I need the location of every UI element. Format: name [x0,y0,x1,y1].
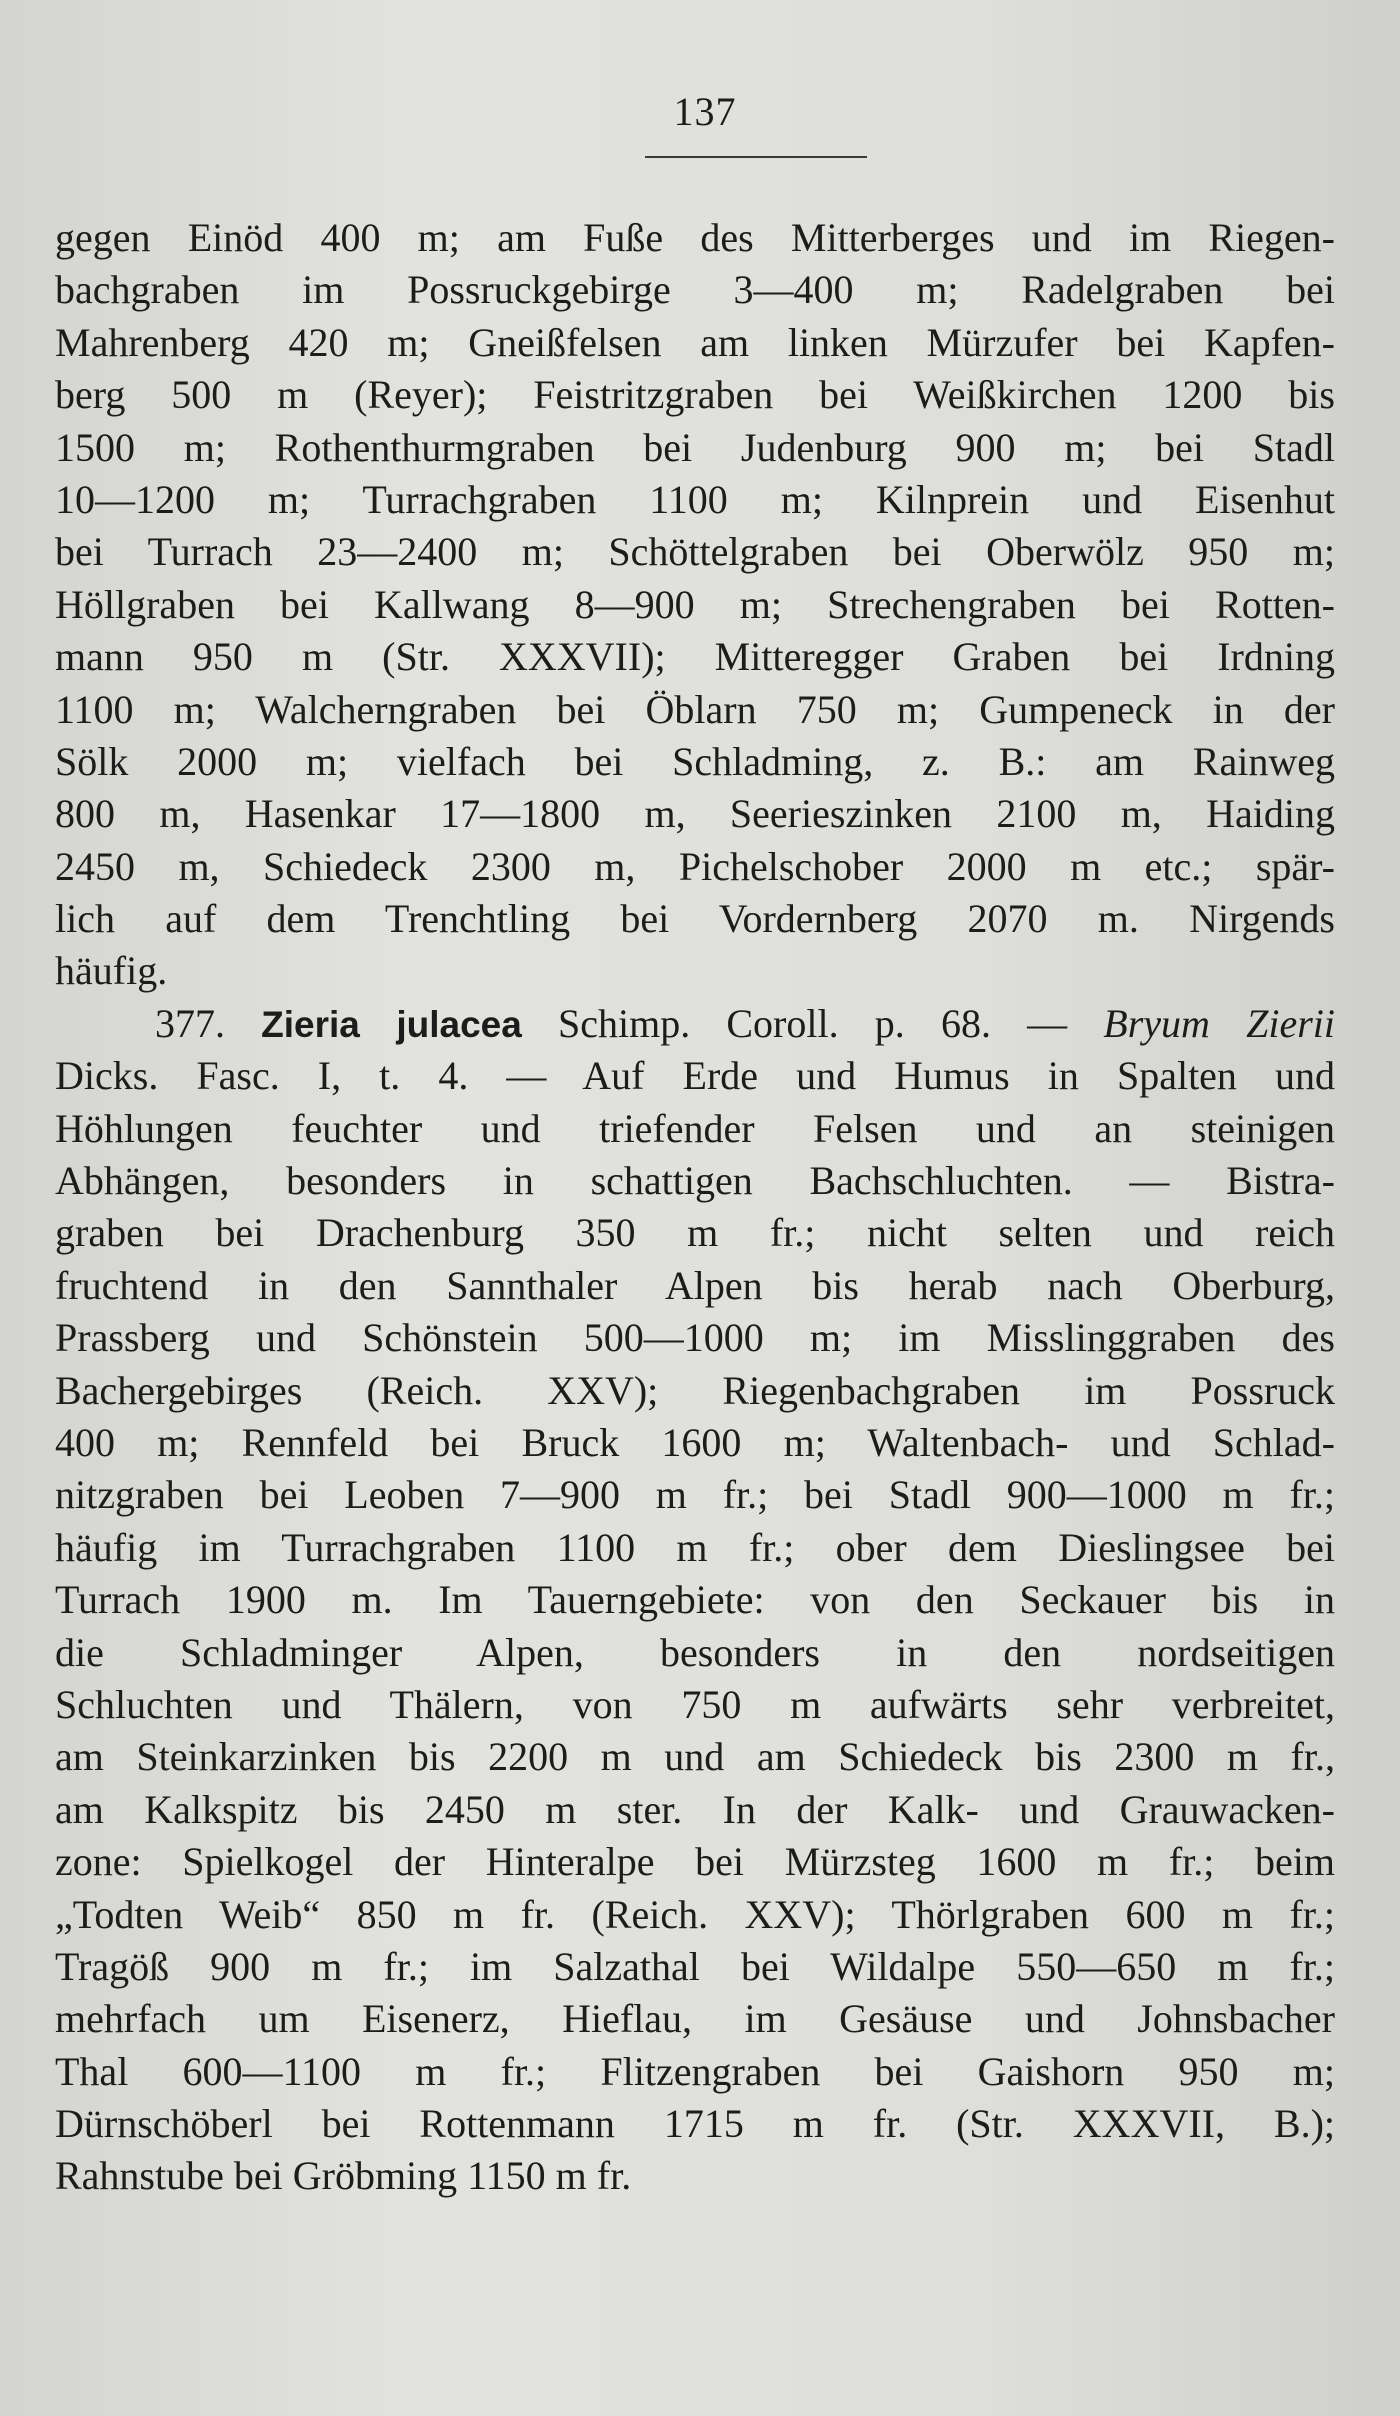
text-line: mann 950 m (Str. XXXVII); Mitteregger Graben bei Irdning [55,634,1335,680]
text-line: 1500 m; Rothenthurmgraben bei Judenburg 900 m; bei Stadl [55,424,1335,470]
text-line: Sölk 2000 m; vielfach bei Schladming, z. B.: am Rainweg [55,738,1335,784]
text-line: häufig. [55,948,168,994]
text-line: Turrach 1900 m. Im Tauerngebiete: von den Seckauer bis in [55,1577,1335,1623]
synonym: Bryum Zierii [1103,1000,1335,1046]
text-line: 400 m; Rennfeld bei Bruck 1600 m; Waltenbach- und Schlad- [55,1419,1335,1465]
text-line: bachgraben im Possruckgebirge 3—400 m; Radelgraben bei [55,267,1335,313]
text-line: 10—1200 m; Turrachgraben 1100 m; Kilnprein und Eisenhut [55,476,1335,522]
text-line: Bachergebirges (Reich. XXV); Riegenbachgraben im Possruck [55,1367,1335,1413]
text-line: nitzgraben bei Leoben 7—900 m fr.; bei Stadl 900—1000 m fr.; [55,1472,1335,1518]
page-body [55,212,1335,2203]
text-line: Prassberg und Schönstein 500—1000 m; im Misslinggraben des [55,1315,1335,1361]
header-rule [645,156,867,158]
text-line: 1100 m; Walcherngraben bei Öblarn 750 m; Gumpeneck in der [55,686,1335,732]
entry-heading-line [55,998,1335,1050]
text-line: Höhlungen feuchter und triefender Felsen und an steinigen [55,1105,1335,1151]
text-line: häufig im Turrachgraben 1100 m fr.; ober dem Dieslingsee bei [55,1524,1335,1570]
text-line: gegen Einöd 400 m; am Fuße des Mitterberges und im Riegen- [55,215,1335,260]
paragraph-1 [55,212,1335,998]
book-page [55,0,1335,2416]
text-line: lich auf dem Trenchtling bei Vordernberg 2070 m. Nirgends [55,896,1335,942]
text-line: 2450 m, Schiedeck 2300 m, Pichelschober 2000 m etc.; spär- [55,843,1335,889]
species-name: Zieria julacea [261,1003,522,1045]
text-line: 800 m, Hasenkar 17—1800 m, Seerieszinken 2100 m, Haiding [55,791,1335,837]
text-line: Dürnschöberl bei Rottenmann 1715 m fr. (Str. XXXVII, B.); [55,2101,1335,2147]
text-line: Abhängen, besonders in schattigen Bachschluchten. — Bistra- [55,1158,1335,1204]
text-line: Schluchten und Thälern, von 750 m aufwärts sehr verbreitet, [55,1681,1335,1727]
species-entry [55,998,1335,2203]
text-line: Dicks. Fasc. I, t. 4. — Auf Erde und Humus in Spalten und [55,1053,1335,1099]
text-line: die Schladminger Alpen, besonders in den nordseitigen [55,1629,1335,1675]
text-line: zone: Spielkogel der Hinteralpe bei Mürzsteg 1600 m fr.; beim [55,1839,1335,1885]
text-line: berg 500 m (Reyer); Feistritzgraben bei Weißkirchen 1200 bis [55,372,1335,418]
text-line: graben bei Drachenburg 350 m fr.; nicht selten und reich [55,1210,1335,1256]
text-line: bei Turrach 23—2400 m; Schöttelgraben bei Oberwölz 950 m; [55,529,1335,575]
page-number: 137 [673,89,737,134]
text-line: Tragöß 900 m fr.; im Salzathal bei Wildalpe 550—650 m fr.; [55,1943,1335,1989]
entry-number: 377. [155,1000,225,1046]
text-line: fruchtend in den Sannthaler Alpen bis herab nach Oberburg, [55,1262,1335,1308]
text-line: Rahnstube bei Gröbming 1150 m fr. [55,2153,632,2199]
text-line: am Kalkspitz bis 2450 m ster. In der Kalk- und Grauwacken- [55,1786,1335,1832]
text-line: Mahrenberg 420 m; Gneißfelsen am linken Mürzufer bei Kapfen- [55,319,1335,365]
text-line: mehrfach um Eisenerz, Hieflau, im Gesäuse und Johnsbacher [55,1996,1335,2042]
text-line: Thal 600—1100 m fr.; Flitzengraben bei Gaishorn 950 m; [55,2048,1335,2094]
text-line: Höllgraben bei Kallwang 8—900 m; Strechengraben bei Rotten- [55,581,1335,627]
text-line: am Steinkarzinken bis 2200 m und am Schiedeck bis 2300 m fr., [55,1734,1335,1780]
text-line: „Todten Weib“ 850 m fr. (Reich. XXV); Thörlgraben 600 m fr.; [55,1891,1335,1937]
author-reference: Schimp. Coroll. p. 68. — [557,1000,1068,1046]
